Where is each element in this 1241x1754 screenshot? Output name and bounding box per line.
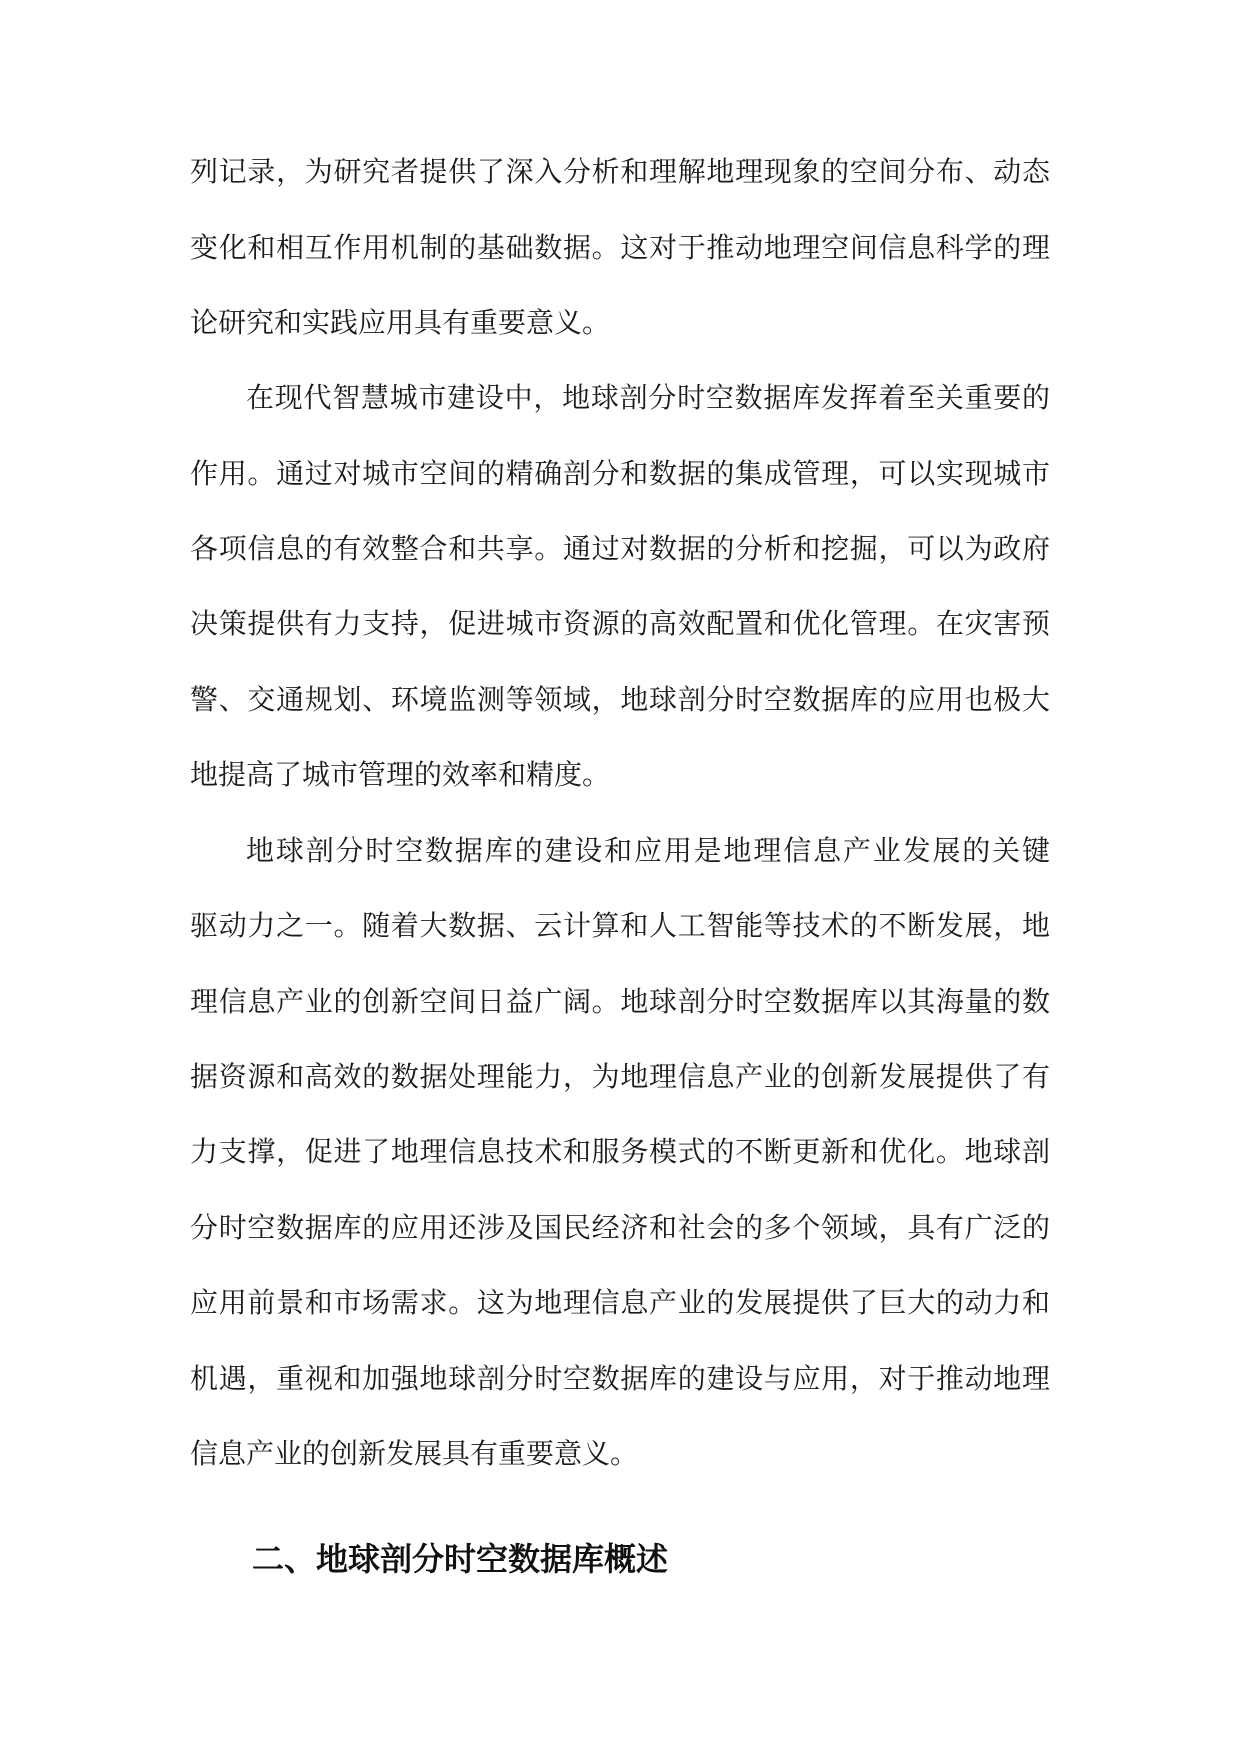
paragraph-1-line-2: 变化和相互作用机制的基础数据。这对于推动地理空间信息科学的理: [190, 231, 1050, 264]
paragraph-3-line-3: 理信息产业的创新空间日益广阔。地球剖分时空数据库以其海量的数: [190, 985, 1050, 1018]
paragraph-2-line-4: 决策提供有力支持，促进城市资源的高效配置和优化管理。在灾害预: [190, 607, 1050, 640]
paragraph-2-line-1: 在现代智慧城市建设中，地球剖分时空数据库发挥着至关重要的: [246, 381, 1050, 414]
paragraph-3-line-5: 力支撑，促进了地理信息技术和服务模式的不断更新和优化。地球剖: [190, 1135, 1050, 1168]
section-heading: 二、地球剖分时空数据库概述: [252, 1540, 669, 1578]
paragraph-3-line-8: 机遇，重视和加强地球剖分时空数据库的建设与应用，对于推动地理: [190, 1362, 1050, 1395]
paragraph-1-line-3: 论研究和实践应用具有重要意义。: [190, 306, 611, 339]
paragraph-3-line-9: 信息产业的创新发展具有重要意义。: [190, 1437, 639, 1470]
paragraph-3-line-7: 应用前景和市场需求。这为地理信息产业的发展提供了巨大的动力和: [190, 1286, 1050, 1319]
paragraph-1-line-1: 列记录，为研究者提供了深入分析和理解地理现象的空间分布、动态: [190, 155, 1050, 188]
paragraph-3-line-4: 据资源和高效的数据处理能力，为地理信息产业的创新发展提供了有: [190, 1060, 1050, 1093]
paragraph-3-line-6: 分时空数据库的应用还涉及国民经济和社会的多个领域，具有广泛的: [190, 1211, 1050, 1244]
paragraph-2-line-5: 警、交通规划、环境监测等领域，地球剖分时空数据库的应用也极大: [190, 683, 1050, 716]
paragraph-2-line-3: 各项信息的有效整合和共享。通过对数据的分析和挖掘，可以为政府: [190, 532, 1050, 565]
paragraph-2-line-2: 作用。通过对城市空间的精确剖分和数据的集成管理，可以实现城市: [190, 457, 1050, 490]
paragraph-3-line-1: 地球剖分时空数据库的建设和应用是地理信息产业发展的关键: [246, 834, 1050, 867]
paragraph-3-line-2: 驱动力之一。随着大数据、云计算和人工智能等技术的不断发展，地: [190, 909, 1050, 942]
paragraph-2-line-6: 地提高了城市管理的效率和精度。: [190, 758, 611, 791]
